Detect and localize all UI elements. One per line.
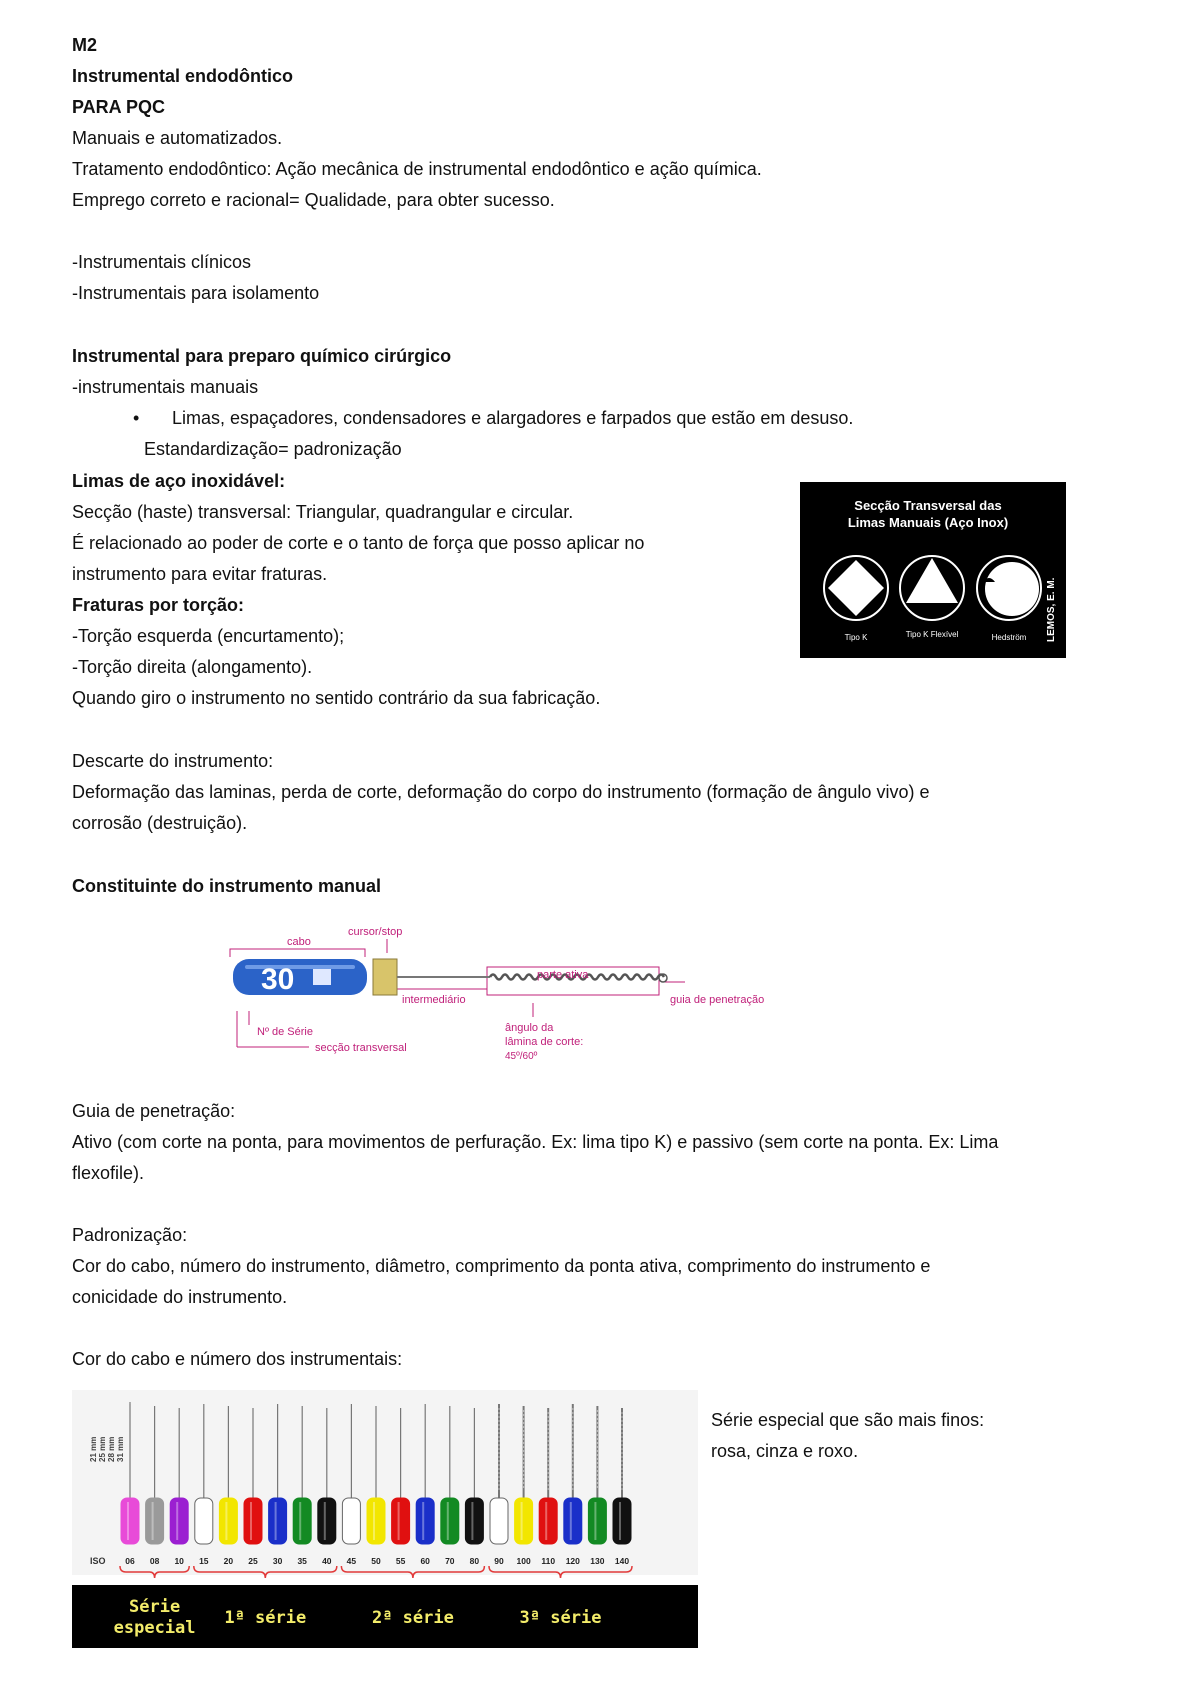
- file-handle: [441, 1498, 459, 1544]
- file-handle: [416, 1498, 434, 1544]
- label-cursor: cursor/stop: [348, 926, 403, 938]
- label-angulo: 45º/60º: [505, 1051, 538, 1062]
- guide-line: Ativo (com corte na ponta, para movimentos de perfuração. Ex: lima tipo K) e passivo (sem corte na ponta. Ex: Lima: [72, 1132, 999, 1152]
- file-number: 50: [371, 1556, 381, 1566]
- file-handle: [269, 1498, 287, 1544]
- label-angulo: lâmina de corte:: [505, 1036, 584, 1048]
- section-label: Hedström: [991, 633, 1027, 642]
- fracture-line: -Torção direita (alongamento).: [72, 657, 313, 677]
- file-handle: [342, 1498, 360, 1544]
- file-number: 06: [125, 1556, 135, 1566]
- file-number: 55: [395, 1556, 406, 1566]
- file-number: 70: [445, 1556, 455, 1566]
- steel-line: Secção (haste) transversal: Triangular, quadrangular e circular.: [72, 502, 574, 522]
- file-number: 60: [420, 1556, 430, 1566]
- round-section-icon: [977, 556, 1041, 620]
- file-handle: [392, 1498, 410, 1544]
- label-parte-ativa: parte ativa: [537, 969, 589, 981]
- square-section-icon: [824, 556, 888, 620]
- section-label: Tipo K Flexível: [905, 630, 959, 639]
- guide-line: flexofile).: [72, 1163, 145, 1183]
- pad-line: conicidade do instrumento.: [72, 1287, 288, 1307]
- file-handle: [318, 1498, 336, 1544]
- special-note: Série especial que são mais finos:: [711, 1410, 985, 1430]
- instrument-type-item: -Instrumentais para isolamento: [72, 283, 320, 303]
- doc-title: Instrumental endodôntico: [72, 66, 294, 86]
- file-handle: [170, 1498, 188, 1544]
- guide-heading: Guia de penetração:: [72, 1101, 236, 1121]
- triangle-section-icon: [900, 556, 964, 620]
- series-label: 1ª série: [224, 1608, 307, 1628]
- cross-section-title: Limas Manuais (Aço Inox): [847, 515, 1009, 530]
- file-number: 100: [516, 1556, 531, 1566]
- discard-line: corrosão (destruição).: [72, 813, 248, 833]
- intro-line: Tratamento endodôntico: Ação mecânica de instrumental endodôntico e ação química.: [72, 159, 762, 179]
- section-label: Tipo K: [844, 633, 868, 642]
- length-label: 31 mm: [116, 1436, 125, 1462]
- file-handle: [515, 1498, 533, 1544]
- file-number: 45: [346, 1556, 357, 1566]
- standardization-line: Estandardização= padronização: [144, 439, 402, 459]
- manual-label: -instrumentais manuais: [72, 377, 259, 397]
- file-number: 20: [223, 1556, 234, 1566]
- file-handle: [146, 1498, 164, 1544]
- steel-line: instrumento para evitar fraturas.: [72, 564, 328, 584]
- constituent-heading: Constituinte do instrumento manual: [72, 876, 381, 896]
- intro-line: Emprego correto e racional= Qualidade, para obter sucesso.: [72, 190, 555, 210]
- discard-heading: Descarte do instrumento:: [72, 751, 274, 771]
- length-label: 28 mm: [107, 1436, 116, 1462]
- file-number: 40: [322, 1556, 332, 1566]
- handle-number: 30: [261, 963, 295, 996]
- file-number: 30: [272, 1556, 283, 1566]
- file-handle: [564, 1498, 582, 1544]
- label-serie: Nº de Série: [257, 1026, 313, 1038]
- file-handle: [244, 1498, 262, 1544]
- label-seccao: secção transversal: [315, 1042, 407, 1054]
- instrument-type-item: -Instrumentais clínicos: [72, 252, 252, 272]
- file-number: 35: [297, 1556, 307, 1566]
- file-number: 90: [494, 1556, 504, 1566]
- label-cabo: cabo: [287, 936, 311, 948]
- instrument-handle: [233, 959, 367, 995]
- steel-line: É relacionado ao poder de corte e o tanto de força que posso aplicar no: [72, 533, 645, 553]
- file-handle: [613, 1498, 631, 1544]
- pqc-heading: Instrumental para preparo químico cirúrgico: [72, 346, 452, 366]
- label-guia: guia de penetração: [670, 994, 765, 1006]
- figure-credit: LEMOS, E. M.: [1046, 577, 1057, 642]
- series-label: 2ª série: [371, 1608, 454, 1628]
- file-handle: [539, 1498, 557, 1544]
- instrument-diagram: [225, 925, 815, 1070]
- length-label: 21 mm: [89, 1436, 98, 1462]
- file-number: 25: [248, 1556, 258, 1566]
- module-label: M2: [72, 35, 98, 55]
- square-icon: [313, 969, 331, 985]
- steel-heading: Limas de aço inoxidável:: [72, 471, 286, 491]
- series-label: Série: [129, 1597, 181, 1617]
- cross-section-title: Secção Transversal das: [854, 498, 1002, 513]
- file-handle: [367, 1498, 385, 1544]
- file-number: 120: [565, 1556, 580, 1566]
- file-handle: [195, 1498, 213, 1544]
- intro-line: Manuais e automatizados.: [72, 128, 283, 148]
- fracture-line: Quando giro o instrumento no sentido contrário da sua fabricação.: [72, 688, 601, 708]
- pad-line: Cor do cabo, número do instrumento, diâmetro, comprimento da ponta ativa, comprimento do instrumento e: [72, 1256, 931, 1276]
- label-angulo: ângulo da: [505, 1022, 554, 1034]
- fracture-heading: Fraturas por torção:: [72, 595, 245, 615]
- pad-heading: Padronização:: [72, 1225, 188, 1245]
- cursor-stop: [373, 959, 397, 995]
- file-number: 15: [199, 1556, 209, 1566]
- special-note: rosa, cinza e roxo.: [711, 1441, 859, 1461]
- cross-section-figure: [800, 482, 1066, 658]
- label-intermediario: intermediário: [402, 994, 466, 1006]
- doc-subtitle: PARA PQC: [72, 97, 166, 117]
- bullet-icon: •: [133, 408, 140, 428]
- file-number: 130: [590, 1556, 605, 1566]
- file-number: 10: [174, 1556, 184, 1566]
- series-label: especial: [113, 1618, 196, 1638]
- file-number: 110: [541, 1556, 556, 1566]
- fracture-line: -Torção esquerda (encurtamento);: [72, 626, 345, 646]
- file-handle: [219, 1498, 237, 1544]
- iso-label: ISO: [90, 1556, 106, 1566]
- file-handle: [121, 1498, 139, 1544]
- series-label: 3ª série: [519, 1608, 602, 1628]
- file-handle: [490, 1498, 508, 1544]
- file-handle: [465, 1498, 483, 1544]
- files-color-chart: [72, 1390, 698, 1648]
- length-label: 25 mm: [98, 1436, 107, 1462]
- file-handle: [293, 1498, 311, 1544]
- discard-line: Deformação das laminas, perda de corte, deformação do corpo do instrumento (formação de ângulo vivo) e: [72, 782, 930, 802]
- bullet-item: Limas, espaçadores, condensadores e alargadores e farpados que estão em desuso.: [172, 408, 854, 428]
- color-heading: Cor do cabo e número dos instrumentais:: [72, 1349, 403, 1369]
- file-number: 140: [614, 1556, 630, 1566]
- file-number: 08: [149, 1556, 160, 1566]
- file-number: 80: [469, 1556, 480, 1566]
- file-handle: [588, 1498, 606, 1544]
